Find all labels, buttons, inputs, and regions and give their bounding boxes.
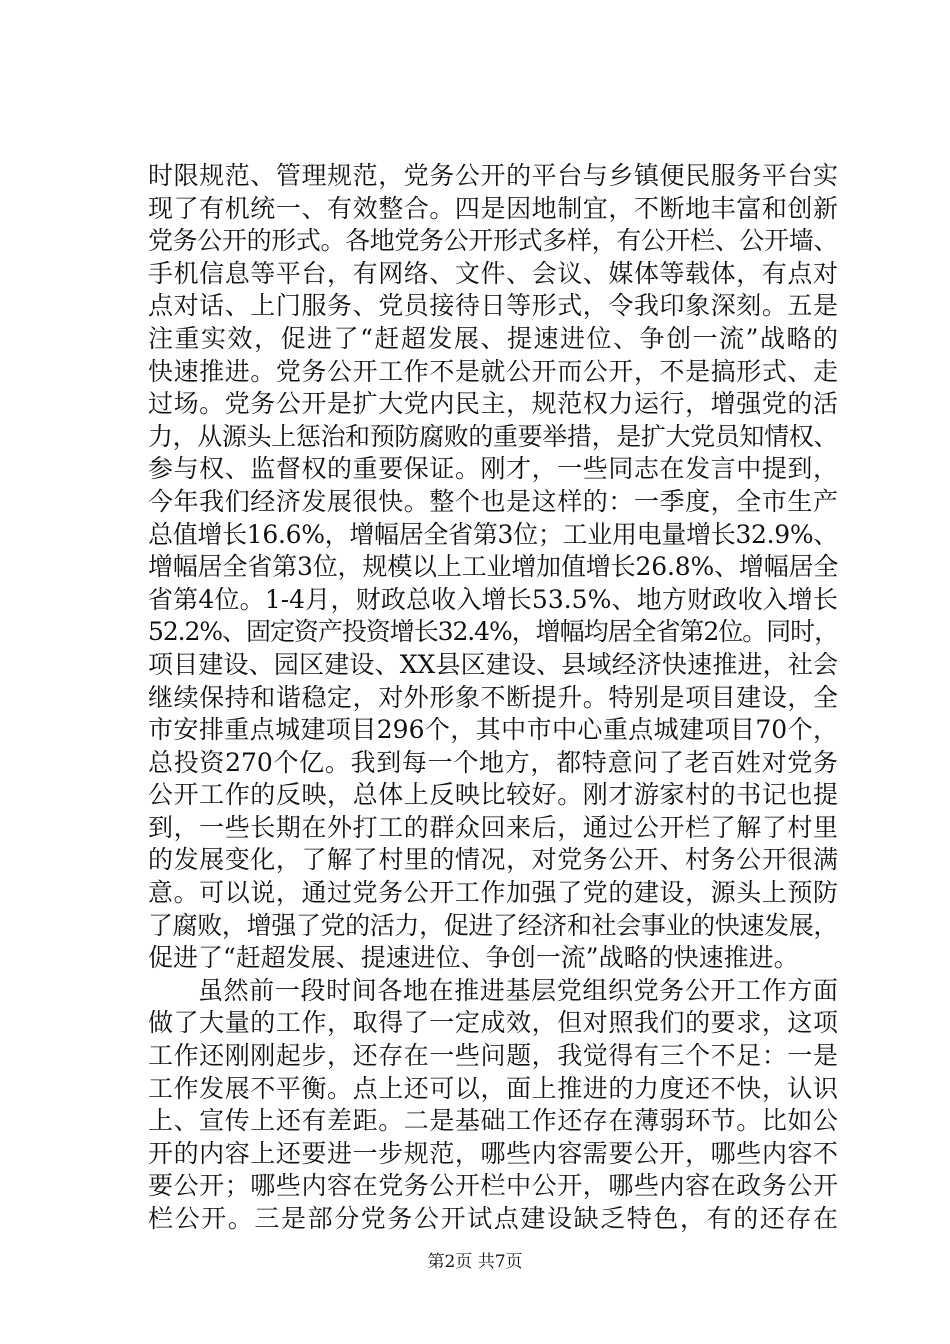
text-line: 点对话、上门服务、党员接待日等形式，令我印象深刻。五是 — [148, 291, 838, 321]
text-line: 力，从源头上惩治和预防腐败的重要举措，是扩大党员知情权、 — [148, 421, 838, 451]
text-line: 现了有机统一、有效整合。四是因地制宜，不断地丰富和创新 — [148, 193, 838, 223]
text-line: 市安排重点城建项目296个，其中市中心重点城建项目70个， — [148, 715, 838, 745]
text-line: 52.2%、固定资产投资增长32.4%，增幅均居全省第2位。同时， — [148, 617, 838, 647]
page-number-footer: 第2页 共7页 — [427, 1252, 523, 1272]
text-line: 注重实效，促进了“赶超发展、提速进位、争创一流”战略的 — [148, 323, 838, 353]
text-line: 项目建设、园区建设、XX县区建设、县域经济快速推进，社会 — [148, 649, 838, 679]
text-line: 的发展变化，了解了村里的情况，对党务公开、村务公开很满 — [148, 845, 838, 875]
text-line: 手机信息等平台，有网络、文件、会议、媒体等载体，有点对 — [148, 258, 838, 288]
text-line: 开的内容上还要进一步规范，哪些内容需要公开，哪些内容不 — [148, 1138, 838, 1168]
text-line: 参与权、监督权的重要保证。刚才，一些同志在发言中提到， — [148, 454, 838, 484]
text-line: 增幅居全省第3位，规模以上工业增加值增长26.8%、增幅居全 — [148, 552, 839, 582]
text-line: 今年我们经济发展很快。整个也是这样的：一季度，全市生产 — [148, 486, 838, 516]
text-line: 做了大量的工作，取得了一定成效，但对照我们的要求，这项 — [148, 1008, 838, 1038]
text-line: 公开工作的反映，总体上反映比较好。刚才游家村的书记也提 — [148, 780, 838, 810]
text-line: 总值增长16.6%，增幅居全省第3位；工业用电量增长32.9%、 — [148, 519, 838, 549]
text-line: 要公开；哪些内容在党务公开栏中公开，哪些内容在政务公开 — [148, 1171, 838, 1201]
text-line: 工作发展不平衡。点上还可以，面上推进的力度还不快，认识 — [148, 1073, 838, 1103]
text-line: 虽然前一段时间各地在推进基层党组织党务公开工作方面 — [198, 975, 838, 1005]
text-line: 促进了“赶超发展、提速进位、争创一流”战略的快速推进。 — [148, 943, 799, 973]
text-line: 意。可以说，通过党务公开工作加强了党的建设，源头上预防 — [148, 878, 838, 908]
text-line: 工作还刚刚起步，还存在一些问题，我觉得有三个不足：一是 — [148, 1041, 838, 1071]
text-line: 省第4位。1-4月，财政总收入增长53.5%、地方财政收入增长 — [148, 584, 838, 614]
text-line: 到，一些长期在外打工的群众回来后，通过公开栏了解了村里 — [148, 812, 838, 842]
text-line: 上、宣传上还有差距。二是基础工作还存在薄弱环节。比如公 — [148, 1106, 838, 1136]
text-line: 了腐败，增强了党的活力，促进了经济和社会事业的快速发展， — [148, 910, 838, 940]
text-line: 继续保持和谐稳定，对外形象不断提升。特别是项目建设，全 — [148, 682, 838, 712]
text-line: 党务公开的形式。各地党务公开形式多样，有公开栏、公开墙、 — [148, 226, 838, 256]
text-line: 过场。党务公开是扩大党内民主，规范权力运行，增强党的活 — [148, 389, 838, 419]
document-body — [148, 160, 838, 1236]
text-line: 快速推进。党务公开工作不是就公开而公开，不是搞形式、走 — [148, 356, 838, 386]
text-line: 时限规范、管理规范，党务公开的平台与乡镇便民服务平台实 — [148, 161, 838, 190]
text-line: 总投资270个亿。我到每一个地方，都特意问了老百姓对党务 — [148, 747, 838, 777]
text-line: 栏公开。三是部分党务公开试点建设缺乏特色，有的还存在 — [148, 1204, 838, 1233]
